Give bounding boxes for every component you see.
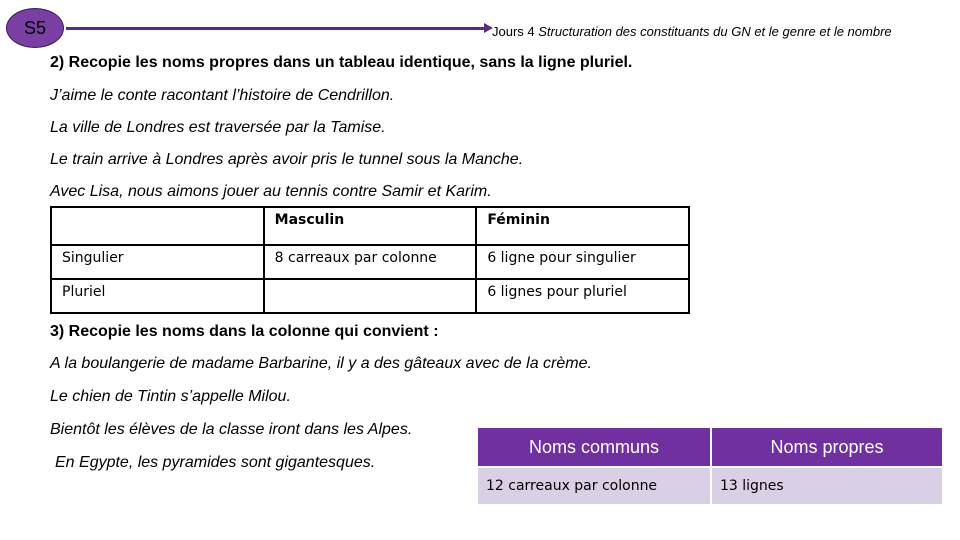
section2-sentence: La ville de Londres est traversée par la Tamise. (50, 119, 386, 136)
section2-sentence: J’aime le conte racontant l’histoire de Cendrillon. (50, 87, 395, 104)
gender-number-table (50, 206, 690, 314)
section3-sentence: Le chien de Tintin s’appelle Milou. (50, 388, 291, 405)
table-row-label: Singulier (51, 245, 264, 279)
header-title (492, 24, 892, 39)
section2-heading: 2) Recopie les noms propres dans un tableau identique, sans la ligne pluriel. (50, 54, 633, 71)
table-cell: 13 lignes (711, 467, 942, 504)
table-row-label: Pluriel (51, 279, 264, 313)
table-cell (264, 279, 477, 313)
table-header-noms-communs: Noms communs (478, 428, 711, 467)
table-header-feminin: Féminin (476, 207, 689, 245)
table-header-noms-propres: Noms propres (711, 428, 942, 467)
header-arrow-line (66, 27, 486, 30)
section3-heading: 3) Recopie les noms dans la colonne qui convient : (50, 323, 439, 340)
header-title-rest: Structuration des constituants du GN et le genre et le nombre (538, 24, 892, 39)
slide-badge (6, 8, 64, 48)
section2-sentence: Le train arrive à Londres après avoir pris le tunnel sous la Manche. (50, 151, 524, 168)
section3-sentence: A la boulangerie de madame Barbarine, il y a des gâteaux avec de la crème. (50, 355, 592, 372)
table-row (51, 245, 689, 279)
section2-sentence: Avec Lisa, nous aimons jouer au tennis contre Samir et Karim. (50, 183, 492, 200)
section3-sentence: Bientôt les élèves de la classe iront dans les Alpes. (50, 421, 413, 438)
header-title-lead: Jours 4 (492, 24, 535, 39)
table-row (51, 207, 689, 245)
table-header-masculin: Masculin (264, 207, 477, 245)
table-row (478, 428, 942, 467)
table-cell: 6 lignes pour pluriel (476, 279, 689, 313)
slide-badge-label: S5 (23, 17, 47, 38)
table-cell: 12 carreaux par colonne (478, 467, 711, 504)
section3-sentence: En Egypte, les pyramides sont gigantesques. (55, 454, 376, 471)
table-cell: 8 carreaux par colonne (264, 245, 477, 279)
table-row (478, 467, 942, 504)
table-cell (51, 207, 264, 245)
table-row (51, 279, 689, 313)
table-cell: 6 ligne pour singulier (476, 245, 689, 279)
nouns-table (478, 428, 942, 504)
